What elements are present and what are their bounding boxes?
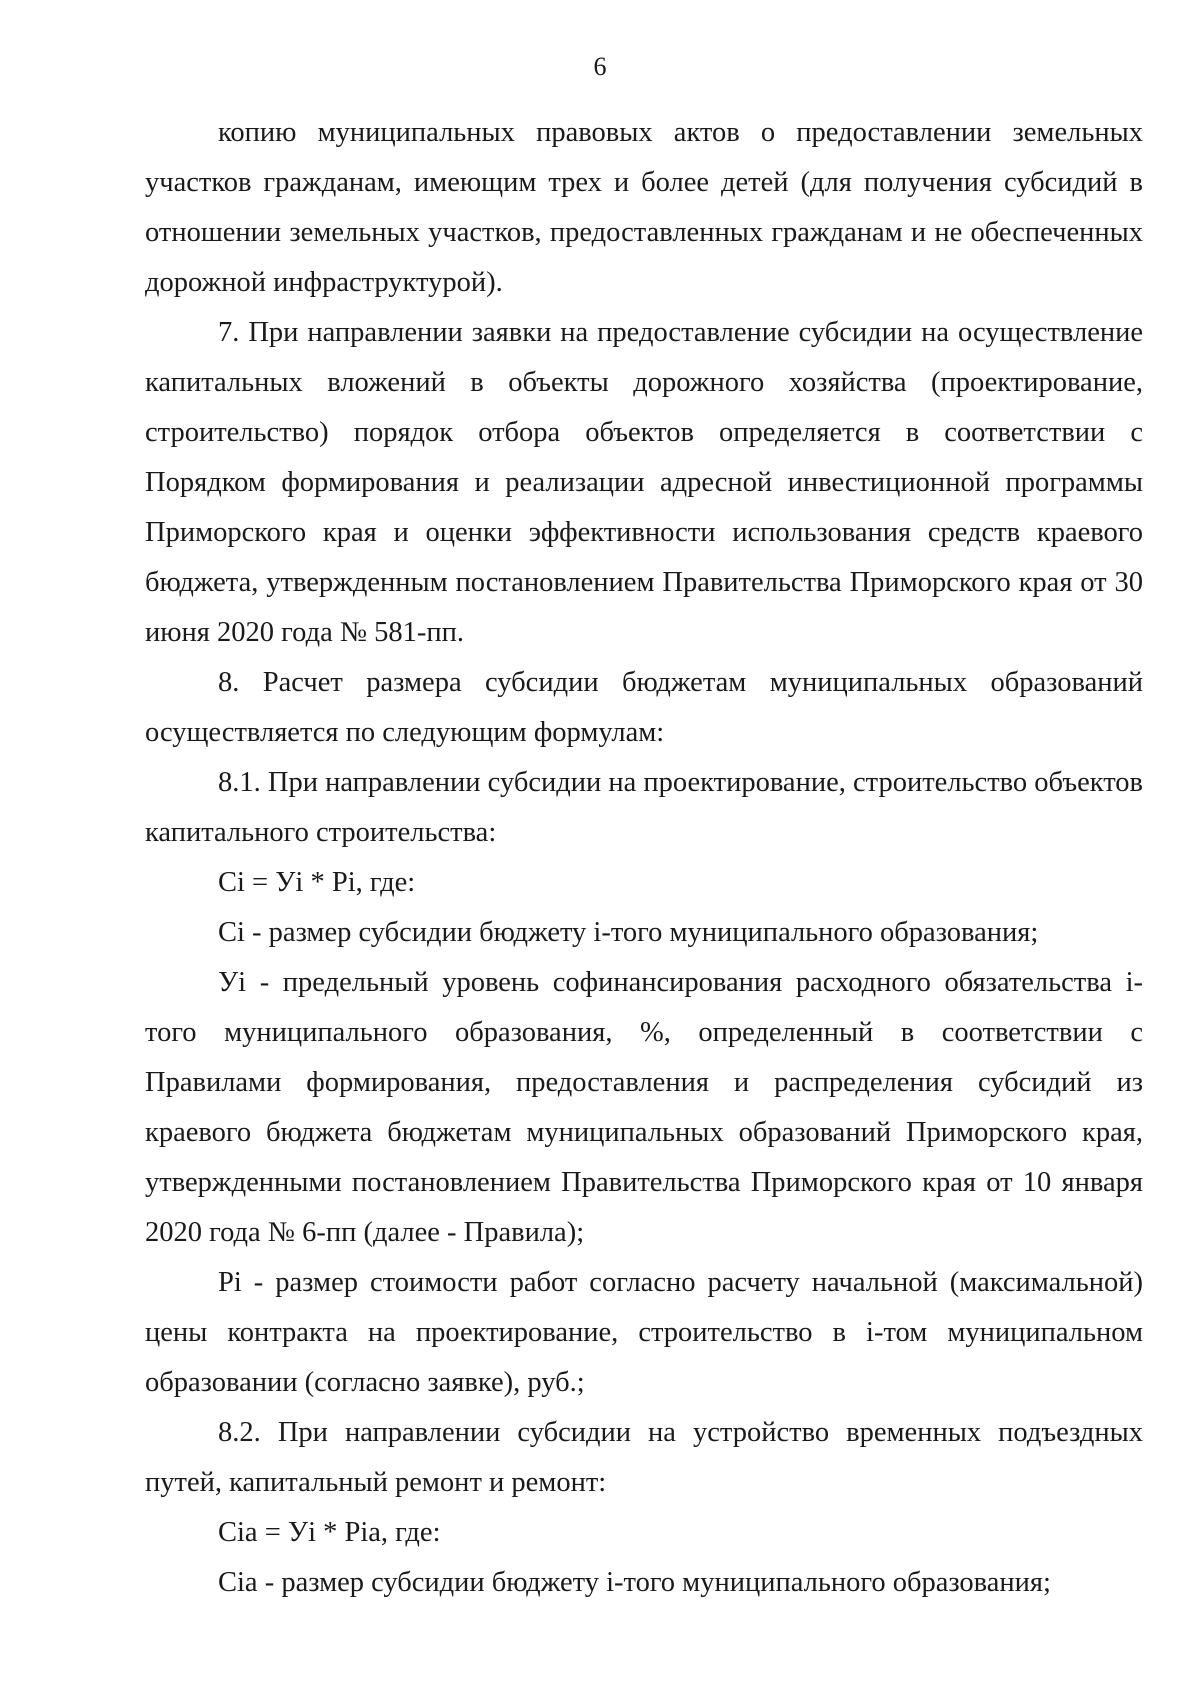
paragraph-item-8: 8. Расчет размера субсидии бюджетам муниципальных образований осуществляется по следующим формулам: <box>145 667 1143 748</box>
definition-pi: Pi - размер стоимости работ согласно расчету начальной (максимальной) цены контракта на проектирование, строительство в i-том муниципальном образовании (согласно заявке), руб.; <box>145 1267 1143 1398</box>
formula-ci: Ci = Уi * Pi, где: <box>218 867 416 898</box>
document-body <box>145 108 1143 1608</box>
paragraph-item-7: 7. При направлении заявки на предоставление субсидии на осуществление капитальных вложений в объекты дорожного хозяйства (проектирование, строительство) порядок отбора объектов определяется в соответствии с Порядком формирования и реализации адресной инвестиционной программы Приморского края и оценки эффективности использования средств краевого бюджета, утвержденным постановлением Правительства Приморского края от 30 июня 2020 года № 581-пп. <box>145 317 1143 648</box>
paragraph-item-8-2: 8.2. При направлении субсидии на устройство временных подъездных путей, капитальный ремонт и ремонт: <box>145 1417 1143 1498</box>
definition-yi: Уi - предельный уровень софинансирования расходного обязательства i-того муниципального образования, %, определенный в соответствии с Правилами формирования, предоставления и распределения субсидий из краевого бюджета бюджетам муниципальных образований Приморского края, утвержденными постановлением Правительства Приморского края от 10 января 2020 года № 6-пп (далее - Правила); <box>145 967 1143 1248</box>
paragraph-land-acts: копию муниципальных правовых актов о предоставлении земельных участков гражданам, имеющим трех и более детей (для получения субсидий в отношении земельных участков, предоставленных гражданам и не обеспеченных дорожной инфраструктурой). <box>145 117 1143 298</box>
definition-cia: Cia - размер субсидии бюджету i-того муниципального образования; <box>218 1567 1051 1598</box>
definition-ci: Ci - размер субсидии бюджету i-того муниципального образования; <box>218 917 1039 948</box>
page-number: 6 <box>593 52 607 81</box>
formula-cia: Cia = Уi * Pia, где: <box>218 1517 441 1548</box>
paragraph-item-8-1: 8.1. При направлении субсидии на проектирование, строительство объектов капитального строительства: <box>145 767 1143 848</box>
